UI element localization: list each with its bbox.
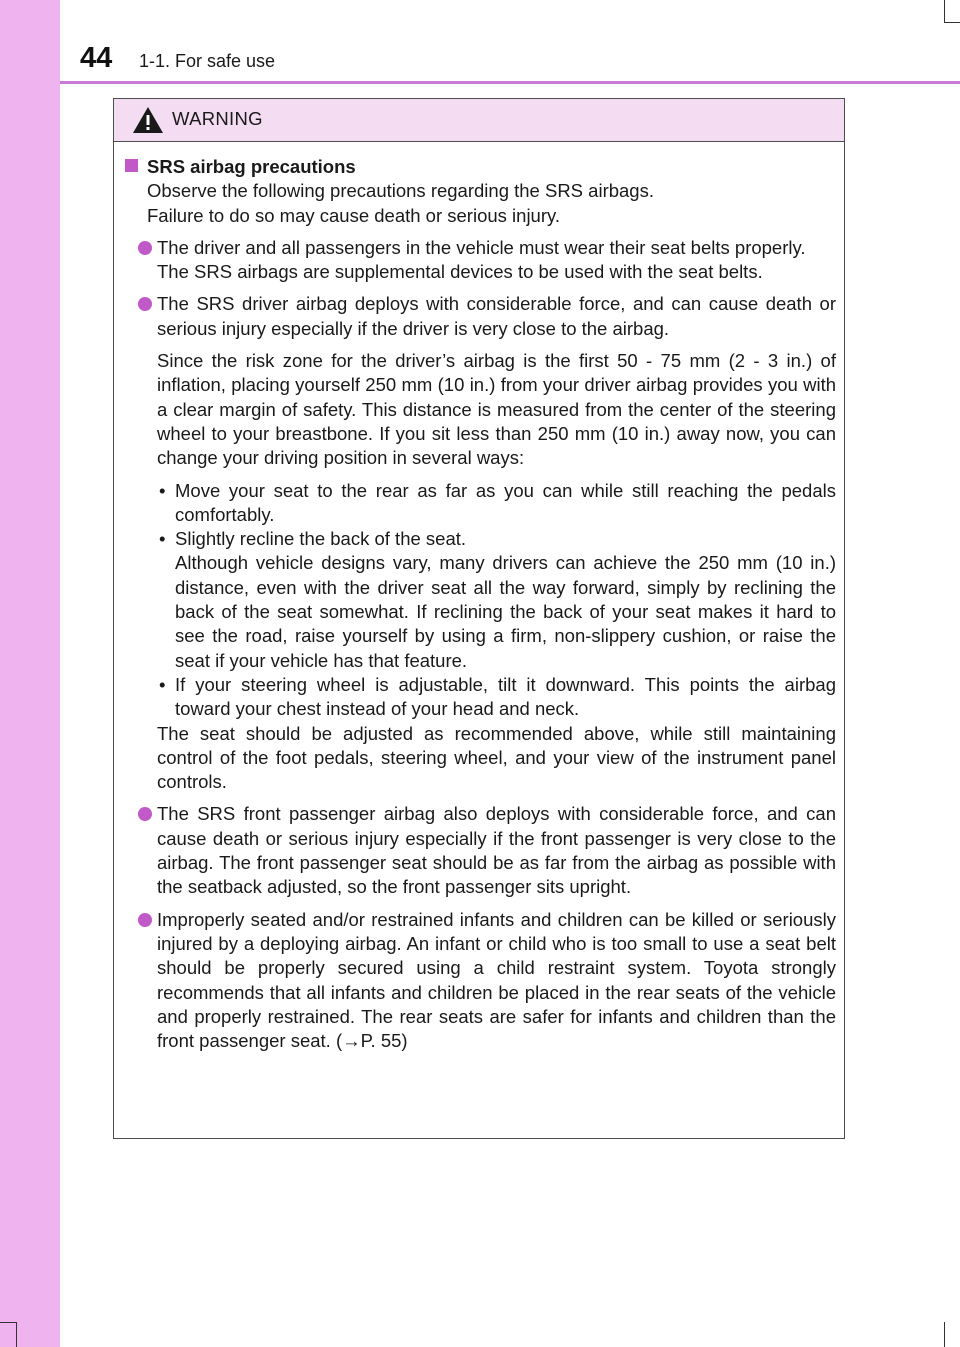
warning-label: WARNING [172,108,263,129]
side-color-band [0,0,60,1347]
header-rule [60,81,960,84]
sub-list-item [157,673,836,722]
sub-item-text: Slightly recline the back of the seat. [175,528,467,550]
item-text: Improperly seated and/or restrained infants and children can be killed or seriously injured by a deploying airbag. An infant or child who is too small to use a seat belt should be properly secured using a child restraint system. Toyota strongly recommends that all infants and children be placed in the rear seats of the vehicle and properly restrained. The rear seats are safer for infants and children than the front passenger seat. (→P. 55) [157,908,836,1052]
dot-bullet-icon: • [159,673,166,695]
sub-item-extra-text: Although vehicle designs vary, many drivers can achieve the 250 mm (10 in.) distance, even with the driver seat all the way forward, simply by reclining the back of the seat somewhat. If reclining the back of your seat makes it hard to see the road, raise yourself by using a firm, non-slippery cushion, or raise the seat if your vehicle has that feature. [175,552,836,671]
intro-text: Observe the following precautions regarding the SRS airbags. Failure to do so may cause death or serious injury. [147,180,654,226]
circle-bullet-icon [138,297,152,311]
item-closing-text: The seat should be adjusted as recommended above, while still maintaining control of the foot pedals, steering wheel, and your view of the instrument panel controls. [157,722,836,793]
crop-mark [16,1322,17,1347]
warning-content [114,143,844,1053]
warning-header [114,99,844,142]
list-item [125,236,836,285]
circle-bullet-icon [138,241,152,255]
item-text: The SRS front passenger airbag also deploys with considerable force, and can cause death or serious injury especially if the front passenger is very close to the airbag. The front passenger seat should be as far from the airbag as possible with the seatback adjusted, so the front passenger sits upright. [157,803,836,898]
sub-list-item [157,479,836,528]
circle-bullet-icon [138,807,152,821]
section-title: 1-1. For safe use [139,51,276,71]
crop-mark [944,22,960,23]
warning-triangle-icon [132,106,164,134]
item-paragraph: Since the risk zone for the driver’s airbag is the first 50 - 75 mm (2 - 3 in.) of inflation, placing yourself 250 mm (10 in.) from your driver airbag provides you with a clear margin of safety. This distance is measured from the center of the steering wheel to your breastbone. If you sit less than 250 mm (10 in.) away now, you can change your driving position in several ways: [157,350,836,469]
sub-list [125,479,836,722]
warning-box [113,98,845,1139]
crop-mark [0,1322,16,1323]
crop-mark [944,0,945,22]
page-header [60,40,960,80]
circle-bullet-icon [138,913,152,927]
heading-text: SRS airbag precautions [147,156,356,177]
list-item [125,292,836,341]
crop-mark [944,1322,945,1347]
sub-item-text: Move your seat to the rear as far as you can while still reaching the pedals comfortably. [175,479,836,525]
section-heading [125,155,836,179]
list-item [125,802,836,899]
item-text: The driver and all passengers in the vehicle must wear their seat belts properly. [157,236,806,258]
page-number: 44 [80,42,113,74]
square-bullet-icon [125,159,138,172]
item-text: The SRS driver airbag deploys with considerable force, and can cause death or serious injury especially if the driver is very close to the airbag. [157,293,836,339]
list-item [125,908,836,1054]
dot-bullet-icon: • [159,528,166,550]
item-extra-text: The SRS airbags are supplemental devices to be used with the seat belts. [157,261,763,283]
dot-bullet-icon: • [159,479,166,501]
sub-list-item [157,527,836,673]
sub-item-text: If your steering wheel is adjustable, tilt it downward. This points the airbag toward your chest instead of your head and neck. [175,673,836,720]
